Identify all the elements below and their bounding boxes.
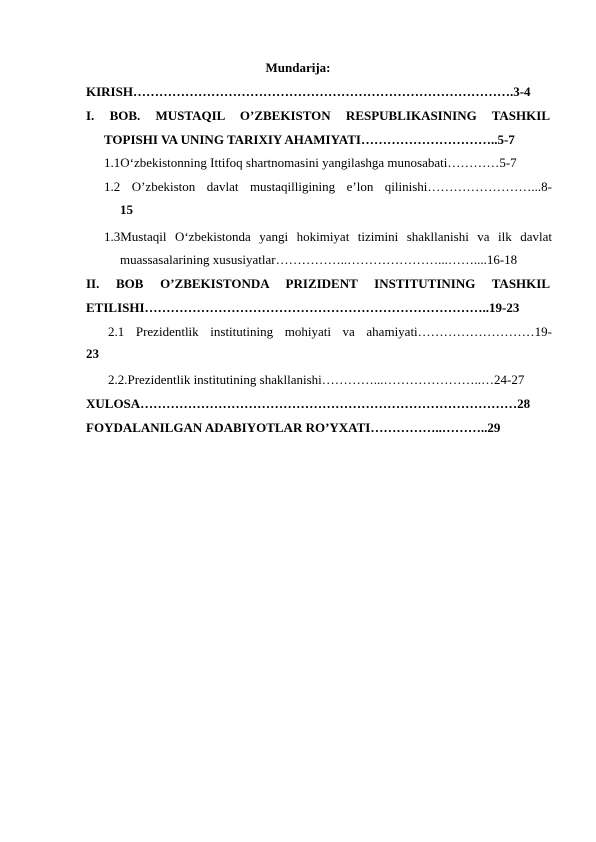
toc-entry-chapter-2-line-2: ETILISHI……………………………………………………………………..19-23 <box>86 300 520 315</box>
toc-entry-chapter-2-line-1: II. BOB O’ZBEKISTONDA PRIZIDENT INSTITUTINING TASHKIL <box>86 276 550 291</box>
toc-entry-section-1-2-line-1: 1.2 O’zbekiston davlat mustaqilligining e’lon qilinishi……………………...8- <box>104 179 552 194</box>
toc-entry-section-1-3-line-1: 1.3Mustaqil O‘zbekistonda yangi hokimiyat tizimini shakllanishi va ilk davlat <box>104 229 552 244</box>
toc-entry-section-1-3-line-2: muassasalarining xususiyatlar……………..…………………...……....16-18 <box>120 252 518 267</box>
toc-entry-chapter-1-line-1: I. BOB. MUSTAQIL O’ZBEKISTON RESPUBLIKASINING TASHKIL <box>86 108 550 123</box>
toc-entry-section-2-1-line-1: 2.1 Prezidentlik institutining mohiyati va ahamiyati………………………19- <box>108 324 552 339</box>
toc-entry-xulosa: XULOSA……………………………………………………………………………28 <box>86 396 531 411</box>
toc-entry-kirish: KIRISH…………………………………………………………………………….3-4 <box>86 84 531 99</box>
toc-entry-chapter-1-line-2: TOPISHI VA UNING TARIXIY AHAMIYATI…………………………..5-7 <box>104 132 515 147</box>
toc-entry-section-2-1-line-2: 23 <box>86 346 99 361</box>
toc-entry-section-1-1: 1.1O‘zbekistonning Ittifoq shartnomasini yangilashga munosabati…………5-7 <box>104 155 517 170</box>
toc-entry-foydalanilgan-adabiyotlar: FOYDALANILGAN ADABIYOTLAR RO’YXATI……………..………..29 <box>86 420 501 435</box>
toc-entry-section-1-2-line-2: 15 <box>120 202 133 217</box>
toc-entry-section-2-2: 2.2.Prezidentlik institutining shakllanishi…………...…………………..…24-27 <box>108 372 525 387</box>
page-title: Mundarija: <box>265 60 331 75</box>
